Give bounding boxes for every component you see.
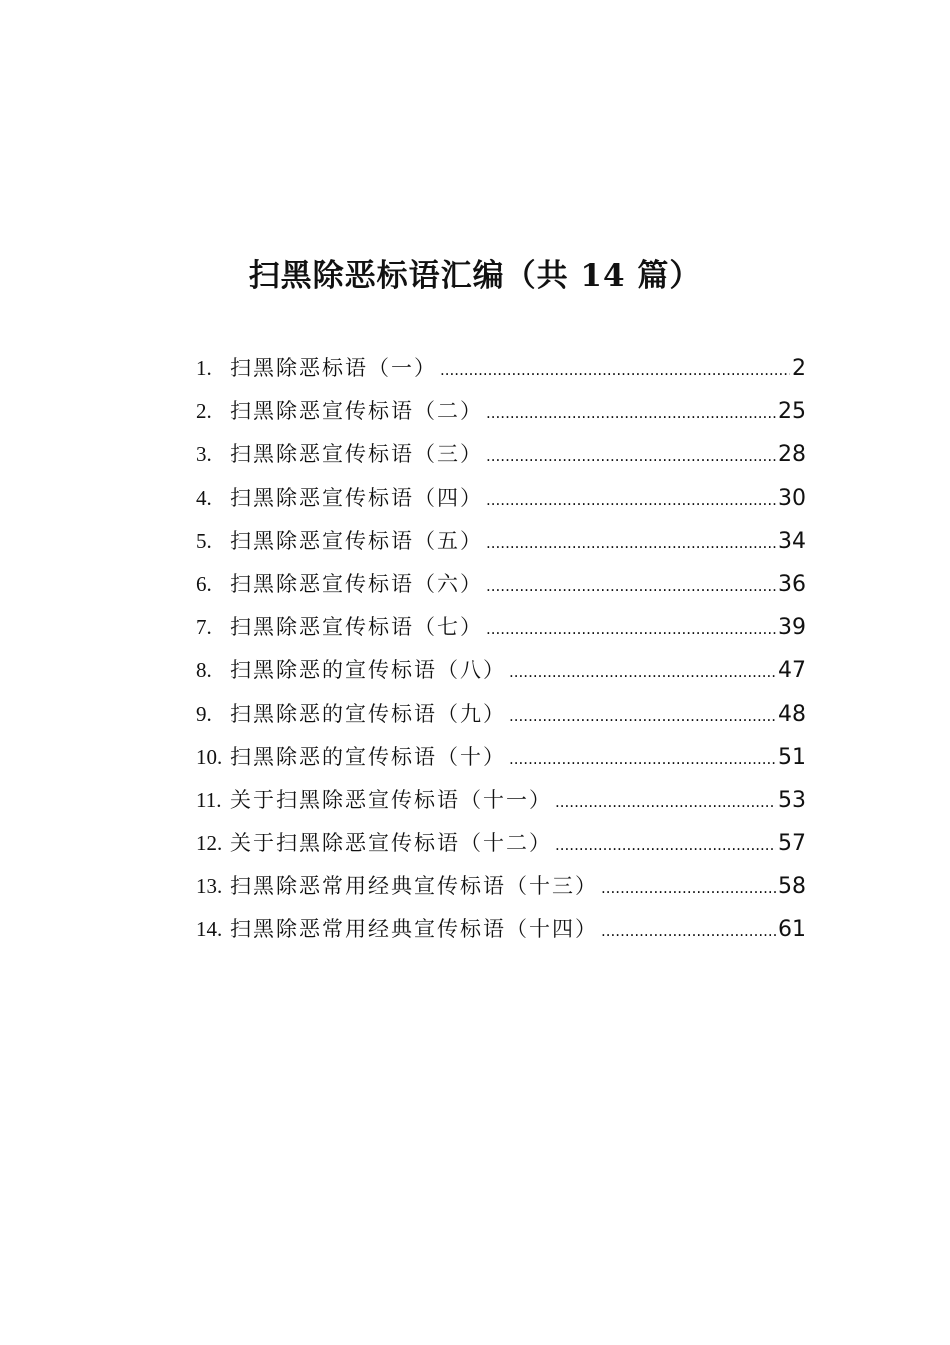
toc-dot-leader — [509, 738, 776, 781]
toc-entry-number: 9. — [196, 701, 212, 726]
toc-entry-page: 57 — [778, 831, 806, 857]
table-of-contents — [196, 347, 806, 952]
toc-entry-title: 扫黑除恶的宣传标语（八） — [230, 658, 506, 683]
toc-entry-number: 4. — [196, 485, 212, 510]
toc-entry-12[interactable] — [196, 822, 806, 865]
toc-entry-page: 25 — [778, 399, 806, 425]
toc-entry-title: 关于扫黑除恶宣传标语（十二） — [230, 831, 552, 856]
toc-entry-number: 5. — [196, 528, 212, 553]
toc-entry-title: 扫黑除恶宣传标语（二） — [230, 399, 483, 424]
toc-dot-leader — [486, 608, 776, 651]
toc-entry-title: 扫黑除恶的宣传标语（十） — [230, 744, 506, 769]
toc-entry-page: 34 — [778, 528, 806, 554]
toc-entry-page: 51 — [778, 744, 806, 770]
toc-dot-leader — [555, 781, 776, 824]
toc-entry-title: 扫黑除恶宣传标语（五） — [230, 528, 483, 553]
toc-entry-page: 39 — [778, 615, 806, 641]
toc-entry-number: 11. — [196, 787, 222, 812]
toc-entry-title: 扫黑除恶的宣传标语（九） — [230, 701, 506, 726]
toc-entry-page: 53 — [778, 787, 806, 813]
toc-entry-title: 扫黑除恶宣传标语（三） — [230, 442, 483, 467]
toc-dot-leader — [486, 522, 776, 565]
toc-entry-number: 14. — [196, 917, 223, 942]
toc-entry-number: 2. — [196, 399, 212, 424]
toc-entry-number: 1. — [196, 356, 212, 380]
toc-entry-title: 扫黑除恶宣传标语（七） — [230, 615, 483, 640]
toc-entry-number: 8. — [196, 658, 212, 683]
toc-entry-1[interactable] — [196, 347, 806, 390]
toc-dot-leader — [509, 651, 776, 694]
toc-entry-11[interactable] — [196, 779, 806, 822]
toc-entry-number: 10. — [196, 744, 223, 769]
toc-entry-number: 7. — [196, 615, 212, 640]
toc-entry-page: 47 — [778, 658, 806, 684]
toc-entry-number: 12. — [196, 831, 223, 856]
toc-entry-3[interactable] — [196, 433, 806, 476]
toc-entry-page: 58 — [778, 874, 806, 900]
toc-entry-title: 扫黑除恶宣传标语（四） — [230, 485, 483, 510]
toc-entry-9[interactable] — [196, 693, 806, 736]
toc-dot-leader — [486, 565, 776, 608]
toc-entry-title: 关于扫黑除恶宣传标语（十一） — [230, 787, 552, 812]
toc-dot-leader — [486, 392, 776, 435]
toc-entry-7[interactable] — [196, 606, 806, 649]
toc-dot-leader — [440, 349, 790, 392]
toc-entry-5[interactable] — [196, 520, 806, 563]
toc-entry-page: 36 — [778, 571, 806, 597]
toc-entry-number: 6. — [196, 571, 212, 596]
toc-dot-leader — [555, 824, 776, 867]
toc-entry-page: 2 — [792, 356, 806, 381]
toc-dot-leader — [509, 695, 776, 738]
toc-entry-number: 3. — [196, 442, 212, 467]
toc-entry-title: 扫黑除恶标语（一） — [230, 356, 437, 380]
toc-dot-leader — [486, 435, 776, 478]
toc-entry-10[interactable] — [196, 736, 806, 779]
toc-entry-page: 48 — [778, 701, 806, 727]
toc-entry-title: 扫黑除恶宣传标语（六） — [230, 571, 483, 596]
toc-entry-page: 30 — [778, 485, 806, 511]
toc-dot-leader — [601, 910, 776, 953]
toc-entry-13[interactable] — [196, 865, 806, 908]
toc-entry-title: 扫黑除恶常用经典宣传标语（十四） — [230, 917, 598, 942]
toc-dot-leader — [486, 479, 776, 522]
toc-entry-number: 13. — [196, 874, 223, 899]
toc-entry-6[interactable] — [196, 563, 806, 606]
toc-entry-page: 61 — [778, 917, 806, 943]
toc-entry-title: 扫黑除恶常用经典宣传标语（十三） — [230, 874, 598, 899]
toc-entry-4[interactable] — [196, 477, 806, 520]
page-title: 扫黑除恶标语汇编（共 14 篇） — [248, 258, 702, 294]
toc-entry-14[interactable] — [196, 908, 806, 951]
toc-entry-8[interactable] — [196, 649, 806, 692]
toc-entry-2[interactable] — [196, 390, 806, 433]
toc-dot-leader — [601, 867, 776, 910]
toc-entry-page: 28 — [778, 442, 806, 468]
